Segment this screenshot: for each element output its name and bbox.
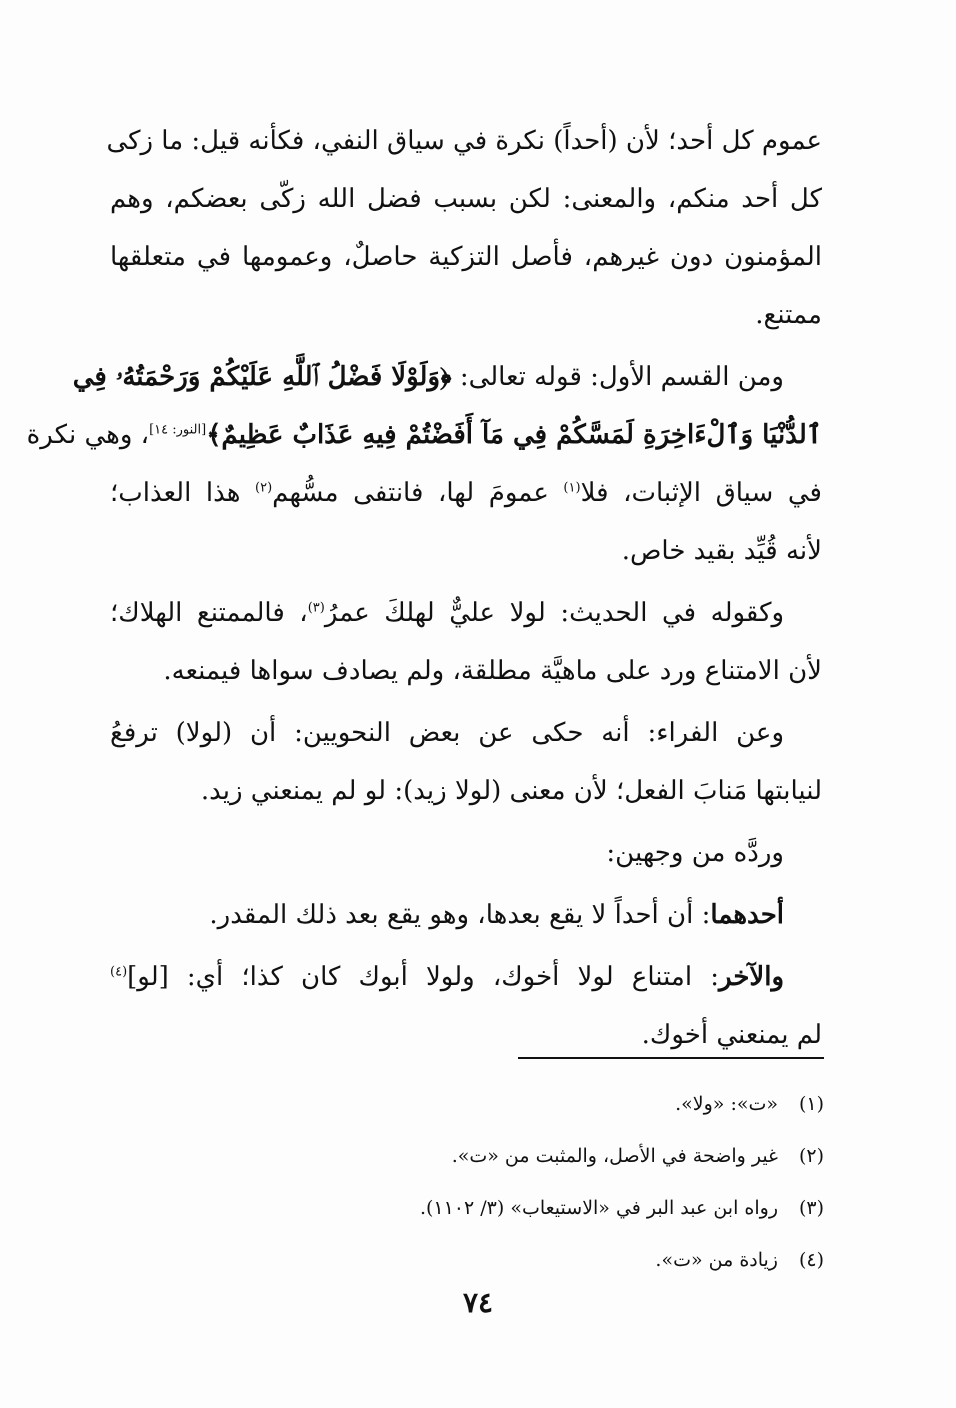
paragraph-5 <box>110 824 822 882</box>
text-segment: عمومَ لها، فانتفى مسُّهم <box>272 478 564 508</box>
footnote-text: زيادة من «ت». <box>655 1249 778 1271</box>
footnote <box>134 1130 824 1182</box>
text-line: لأن الامتناع ورد على ماهيَّة مطلقة، ولم يصادف سواها فيمنعه. <box>163 656 822 686</box>
page-number: ٧٤ <box>462 1286 494 1319</box>
footnote-separator <box>518 1057 824 1059</box>
footnote <box>134 1078 824 1130</box>
text-line: لم يمنعني أخوك. <box>641 1020 822 1050</box>
footnote-number: (٤) <box>798 1249 824 1271</box>
paragraph-7 <box>110 948 822 1064</box>
text-line: ممتنع. <box>755 300 822 330</box>
verse-reference: [النور: ١٤] <box>149 422 207 438</box>
text-line: وردَّه من وجهين: <box>606 838 784 868</box>
footnote <box>134 1234 824 1286</box>
footnote-number: (٢) <box>798 1145 824 1167</box>
footnote-text: رواه ابن عبد البر في «الاستيعاب» (٣/ ١١٠٢). <box>419 1197 778 1219</box>
text-line <box>110 886 822 944</box>
text-segment: هذا العذاب؛ <box>110 478 256 508</box>
text-line: لأنه قُيِّد بقيد خاص. <box>621 536 822 566</box>
paragraph-3 <box>110 584 822 700</box>
text-line <box>72 348 822 406</box>
quran-verse: ٱلدُّنْيَا وَٱلْءَاخِرَةِ لَمَسَّكُمْ فِي مَآ أَفَضْتُمْ فِيهِ عَذَابٌ عَظِيمٌ﴾ <box>206 420 822 450</box>
text-segment: ، فالممتنع الهلاك؛ <box>110 598 308 628</box>
paragraph-2 <box>26 348 822 580</box>
footnote-marker: (٢) <box>255 480 273 496</box>
paragraph-4 <box>110 704 822 820</box>
text-line <box>110 584 822 642</box>
text-segment: وكقوله في الحديث: لولا عليٌّ لهلكَ عمرُ <box>324 598 785 628</box>
footnote-number: (٣) <box>798 1197 824 1219</box>
footnote-marker: (٣) <box>307 600 325 616</box>
paragraph-6 <box>110 886 822 944</box>
text-segment: ، وهي نكرة <box>26 420 150 450</box>
text-segment: : أن أحداً لا يقع بعدها، وهو يقع بعد ذلك المقدر. <box>209 900 711 930</box>
text-line <box>26 406 822 464</box>
footnotes <box>134 1078 824 1286</box>
paragraph-1 <box>106 112 822 344</box>
text-line: عموم كل أحد؛ لأن (أحداً) نكرة في سياق النفي، فكأنه قيل: ما زكى <box>106 126 822 156</box>
text-line: كل أحد منكم، والمعنى: لكن بسبب فضل الله زكّى بعضكم، وهم <box>110 184 822 214</box>
text-segment: : امتناع لولا أخوك، ولولا أبوك كان كذا؛ أي: [لو] <box>127 962 719 992</box>
footnote-text: «ت»: «ولا». <box>675 1093 778 1115</box>
text-line: المؤمنون دون غيرهم، فأصل التزكية حاصلٌ، وعمومها في متعلقها <box>110 242 822 272</box>
text-segment: ومن القسم الأول: قوله تعالى: <box>451 362 784 392</box>
point-label: والآخر <box>718 962 784 992</box>
quran-verse: ﴿وَلَوْلَا فَضْلُ ٱللَّهِ عَلَيْكُمْ وَرَحْمَتُهُۥ فِي <box>72 362 452 392</box>
footnote-marker: (١) <box>563 480 581 496</box>
footnote <box>134 1182 824 1234</box>
text-line <box>110 948 822 1006</box>
page-body <box>26 112 822 1068</box>
text-line: لنيابتها مَنابَ الفعل؛ لأن معنى (لولا زيد): لو لم يمنعني زيد. <box>200 776 822 806</box>
text-line <box>110 464 822 522</box>
footnote-number: (١) <box>798 1093 824 1115</box>
text-segment: في سياق الإثبات، فلا <box>580 478 822 508</box>
footnote-text: غير واضحة في الأصل، والمثبت من «ت». <box>451 1145 778 1167</box>
point-label: أحدهما <box>710 900 784 930</box>
footnote-marker: (٤) <box>110 964 128 980</box>
text-line: وعن الفراء: أنه حكى عن بعض النحويين: أن (لولا) ترفعُ <box>110 718 784 748</box>
